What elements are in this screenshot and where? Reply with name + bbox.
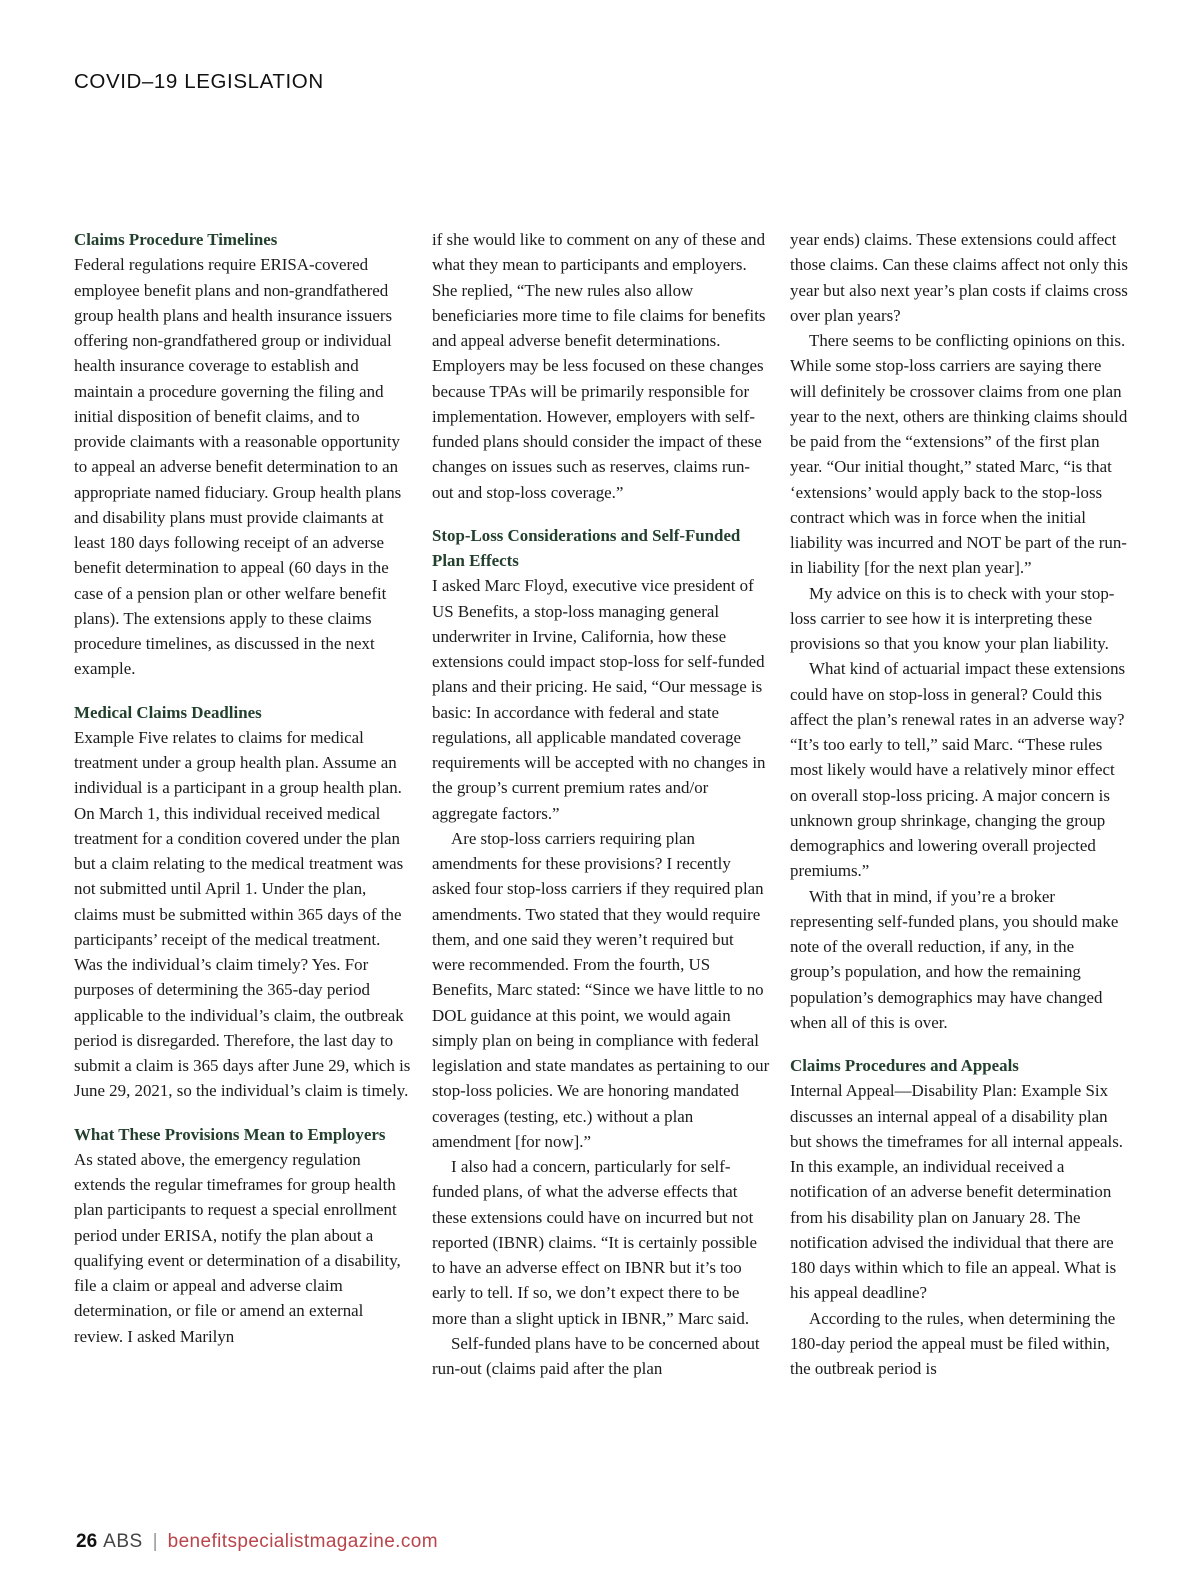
column-paragraph: year ends) claims. These extensions could affect those claims. Can these claims affect not only this year but also next year’s plan costs if claims cross over plan years?	[790, 230, 1128, 325]
column-paragraph: With that in mind, if you’re a broker representing self-funded plans, you should make note of the overall reduction, if any, in the group’s population, and how the remaining population’s demographics may have changed when all of this is over.	[790, 886, 1119, 1032]
page-footer	[76, 1531, 438, 1553]
column-paragraph: Self-funded plans have to be concerned about run-out (claims paid after the plan	[432, 1333, 760, 1378]
article-column-3	[790, 227, 1128, 1381]
column-paragraph: There seems to be conflicting opinions on this. While some stop-loss carriers are saying there will definitely be crossover claims from one plan year to the next, others are thinking claims should be paid from the “extensions” of the first plan year. “Our initial thought,” stated Marc, “is that ‘extensions’ would apply back to the stop-loss contract which was in force when the initial liability was incurred and NOT be part of the run-in liability [for the next plan year].”	[790, 331, 1128, 578]
column-paragraph: if she would like to comment on any of these and what they mean to participants and employers. She replied, “The new rules also allow beneficiaries more time to file claims for benefits and appeal adverse benefit determinations. Employers may be less focused on these changes because TPAs will be primarily responsible for implementation. However, employers with self-funded plans should consider the impact of these changes on issues such as reserves, claims run-out and stop-loss coverage.”	[432, 230, 766, 502]
column-paragraph: Internal Appeal—Disability Plan: Example Six discusses an internal appeal of a disability plan but shows the timeframes for all internal appeals. In this example, an individual received a notification of an adverse benefit determination from his disability plan on January 28. The notification advised the individual that there are 180 days within which to file an appeal. What is his appeal deadline?	[790, 1081, 1124, 1303]
page-number: 26	[76, 1531, 98, 1552]
magazine-url-link[interactable]: benefitspecialistmagazine.com	[167, 1531, 438, 1552]
column-paragraph: What kind of actuarial impact these extensions could have on stop-loss in general? Could this affect the plan’s renewal rates in an adverse way? “It’s too early to tell,” said Marc. “These rules most likely would have a relatively minor effect on overall stop-loss pricing. A major concern is unknown group shrinkage, changing the group demographics and lowering overall projected premiums.”	[790, 659, 1126, 881]
column-heading: Medical Claims Deadlines	[74, 702, 262, 722]
column-paragraph: Example Five relates to claims for medical treatment under a group health plan. Assume an individual is a participant in a group health plan. On March 1, this individual received medical treatment for a condition covered under the plan but a claim relating to the medical treatment was not submitted until April 1. Under the plan, claims must be submitted within 365 days of the participants’ receipt of the medical treatment. Was the individual’s claim timely? Yes. For purposes of determining the 365-day period applicable to the individual’s claim, the outbreak period is disregarded. Therefore, the last day to submit a claim is 365 days after June 29, which is June 29, 2021, so the individual’s claim is timely.	[74, 727, 411, 1101]
column-heading: Stop-Loss Considerations and Self-Funded Plan Effects	[432, 525, 741, 570]
column-paragraph: I asked Marc Floyd, executive vice president of US Benefits, a stop-loss managing general underwriter in Irvine, California, how these extensions could impact stop-loss for self-funded plans and their pricing. He said, “Our message is basic: In accordance with federal and state regulations, all applicable mandated coverage requirements will be accepted with no changes in the group’s current premium rates and/or aggregate factors.”	[432, 576, 766, 823]
column-paragraph: I also had a concern, particularly for self-funded plans, of what the adverse effects that these extensions could have on incurred but not reported (IBNR) claims. “It is certainly possible to have an adverse effect on IBNR but it’s too early to tell. If so, we don’t expect there to be more than a slight uptick in IBNR,” Marc said.	[432, 1157, 758, 1328]
column-paragraph: According to the rules, when determining the 180-day period the appeal must be filed within, the outbreak period is	[790, 1308, 1116, 1378]
magazine-name: ABS	[103, 1531, 143, 1552]
article-column-2	[432, 227, 770, 1381]
footer-separator: |	[152, 1531, 158, 1552]
column-paragraph: Federal regulations require ERISA-covered employee benefit plans and non-grandfathered group health plans and health insurance issuers offering non-grandfathered group or individual health insurance coverage to establish and maintain a procedure governing the filing and initial disposition of benefit claims, and to provide claimants with a reasonable opportunity to appeal an adverse benefit determination to an appropriate named fiduciary. Group health plans and disability plans must provide claimants at least 180 days following receipt of an adverse benefit determination to appeal (60 days in the case of a pension plan or other welfare benefit plans). The extensions apply to these claims procedure timelines, as discussed in the next example.	[74, 255, 402, 679]
section-title: COVID–19 LEGISLATION	[74, 70, 324, 93]
article-column-1	[74, 227, 412, 1349]
column-heading: Claims Procedure Timelines	[74, 230, 278, 249]
column-paragraph: As stated above, the emergency regulation extends the regular timeframes for group health plan participants to request a special enrollment period under ERISA, notify the plan about a qualifying event or determination of a disability, file a claim or appeal and adverse claim determination, or file or amend an external review. I asked Marilyn	[74, 1149, 401, 1346]
column-paragraph: My advice on this is to check with your stop-loss carrier to see how it is interpreting these provisions so that you know your plan liability.	[790, 583, 1115, 653]
column-heading: Claims Procedures and Appeals	[790, 1056, 1019, 1075]
column-paragraph: Are stop-loss carriers requiring plan amendments for these provisions? I recently asked four stop-loss carriers if they required plan amendments. Two stated that they would require them, and one said they weren’t required but were recommended. From the fourth, US Benefits, Marc stated: “Since we have little to no DOL guidance at this point, we would again simply plan on being in compliance with federal legislation and state mandates as pertaining to our stop-loss policies. We are honoring mandated coverages (testing, etc.) without a plan amendment [for now].”	[432, 828, 770, 1151]
column-heading: What These Provisions Mean to Employers	[74, 1124, 386, 1144]
